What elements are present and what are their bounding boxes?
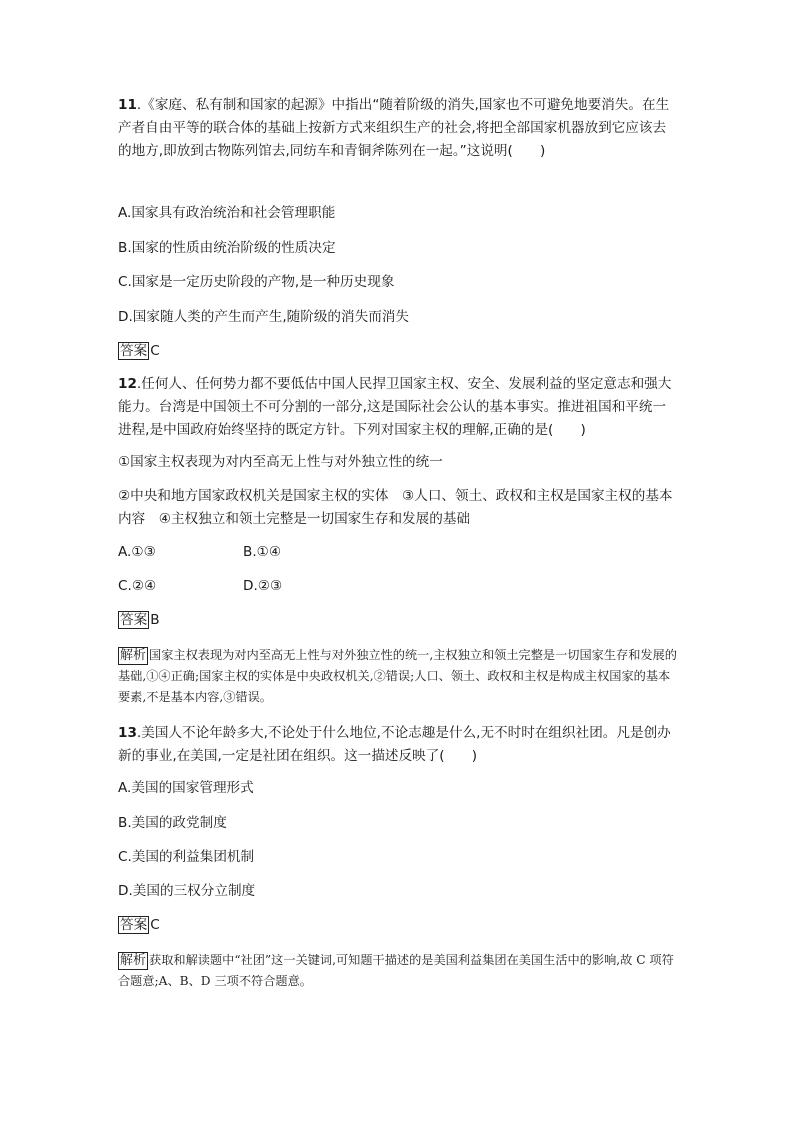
question-11-option-a: A.国家具有政治统治和社会管理职能 xyxy=(118,205,336,221)
question-12-answer xyxy=(118,610,160,630)
question-12-statement-1: ①国家主权表现为对内至高无上性与对外独立性的统一 xyxy=(118,454,443,470)
question-12-option-b: B.①④ xyxy=(243,544,282,560)
question-11-option-b: B.国家的性质由统治阶级的性质决定 xyxy=(118,240,336,256)
answer-value: B xyxy=(150,612,160,628)
question-12-explanation xyxy=(118,645,678,708)
question-13-explanation xyxy=(118,950,678,992)
question-12-option-d: D.②③ xyxy=(243,578,283,594)
answer-label: 答案 xyxy=(120,612,148,628)
explanation-label: 解析 xyxy=(120,648,147,663)
question-13-option-b: B.美国的政党制度 xyxy=(118,815,227,831)
explanation-text: 获取和解读题中“社团”这一关键词,可知题干描述的是美国利益集团在美国生活中的影响,故 C 项符合题意;A、B、D 三项不符合题意。 xyxy=(118,953,674,988)
answer-value: C xyxy=(150,917,160,933)
answer-value: C xyxy=(150,343,160,359)
question-11-answer xyxy=(118,341,160,361)
question-11-stem xyxy=(118,94,678,163)
explanation-label: 解析 xyxy=(120,953,147,968)
question-12-statements-2-4: ②中央和地方国家政权机关是国家主权的实体 ③人口、领土、政权和主权是国家主权的基本内容 ④主权独立和领土完整是一切国家生存和发展的基础 xyxy=(118,488,673,527)
question-12-stem xyxy=(118,373,678,442)
answer-label: 答案 xyxy=(120,917,148,933)
explanation-text: 国家主权表现为对内至高无上性与对外独立性的统一,主权独立和领土完整是一切国家生存和发展的基础,①④正确;国家主权的实体是中央政权机关,②错误;人口、领土、政权和主权是构成主权国家的基本要素,不是基本内容,③错误。 xyxy=(118,648,677,704)
question-13-option-c: C.美国的利益集团机制 xyxy=(118,849,255,865)
answer-label: 答案 xyxy=(120,343,148,359)
question-12-option-a: A.①③ xyxy=(118,544,156,560)
question-12-text: .任何人、任何势力都不要低估中国人民捍卫国家主权、安全、发展利益的坚定意志和强大能力。台湾是中国领土不可分割的一部分,这是国际社会公认的基本事实。推进祖国和平统一进程,是中国政府始终坚持的既定方针。下列对国家主权的理解,正确的是( ) xyxy=(118,376,672,438)
question-11-number: 11 xyxy=(118,97,137,113)
question-13-number: 13 xyxy=(118,725,137,741)
question-11-text: .《家庭、私有制和国家的起源》中指出“随着阶级的消失,国家也不可避免地要消失。在生产者自由平等的联合体的基础上按新方式来组织生产的社会,将把全部国家机器放到它应该去的地方,即放到古物陈列馆去,同纺车和青铜斧陈列在一起。”这说明( ) xyxy=(118,97,670,159)
question-13-stem xyxy=(118,722,678,768)
question-12-option-c: C.②④ xyxy=(118,578,157,594)
question-13-option-d: D.美国的三权分立制度 xyxy=(118,883,256,899)
question-13-option-a: A.美国的国家管理形式 xyxy=(118,780,254,796)
question-11-option-c: C.国家是一定历史阶段的产物,是一种历史现象 xyxy=(118,274,395,290)
question-11-option-d: D.国家随人类的产生而产生,随阶级的消失而消失 xyxy=(118,309,409,325)
question-12-number: 12 xyxy=(118,376,137,392)
question-13-answer xyxy=(118,915,160,935)
question-13-text: .美国人不论年龄多大,不论处于什么地位,不论志趣是什么,无不时时在组织社团。凡是创办新的事业,在美国,一定是社团在组织。这一描述反映了( ) xyxy=(118,725,671,764)
